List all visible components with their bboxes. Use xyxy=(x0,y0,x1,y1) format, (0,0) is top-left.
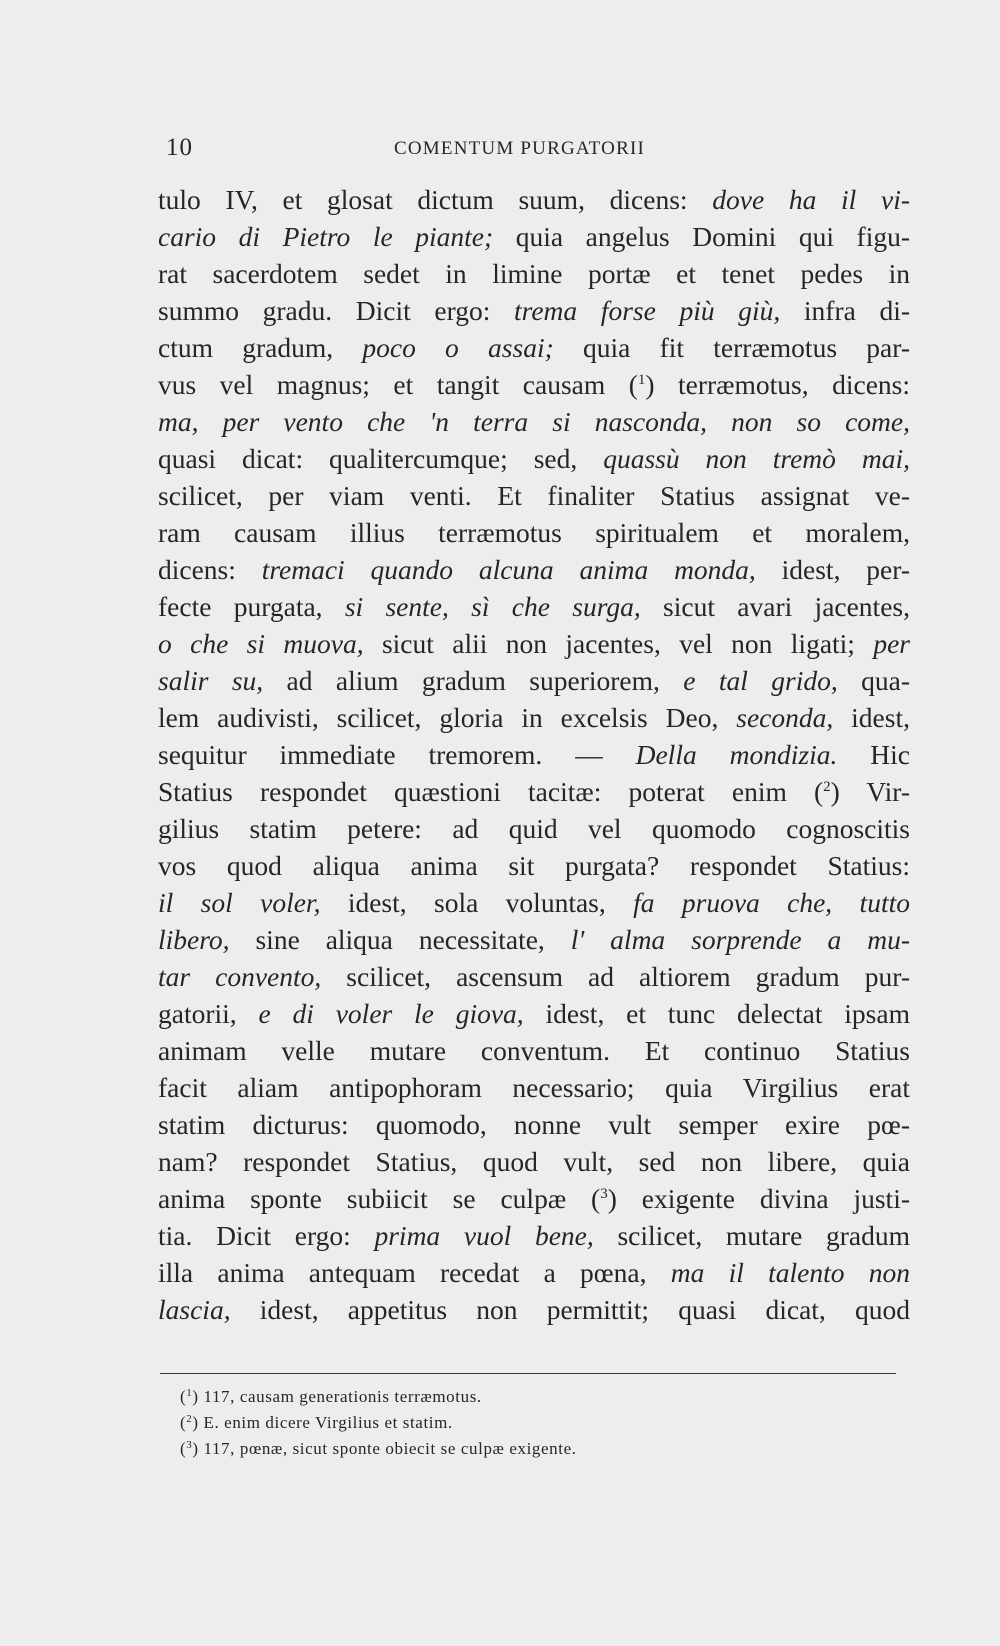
text-line: statim dicturus: quomodo, nonne vult semper exire pœ- xyxy=(158,1109,910,1140)
text-line: facit aliam antipophoram necessario; quia Virgilius erat xyxy=(158,1072,910,1103)
footnote-ref: 3 xyxy=(600,1186,608,1202)
text-line: ctum gradum, poco o assai; quia fit terræmotus par- xyxy=(158,332,910,363)
text-line: vos quod aliqua anima sit purgata? respondet Statius: xyxy=(158,850,910,881)
commentary-text xyxy=(158,181,910,1328)
text-line: nam? respondet Statius, quod vult, sed non libere, quia xyxy=(158,1146,910,1177)
text-line: lascia, idest, appetitus non permittit; quasi dicat, quod xyxy=(158,1294,910,1325)
text-line: illa anima antequam recedat a pœna, ma il talento non xyxy=(158,1257,910,1288)
text-line: il sol voler, idest, sola voluntas, fa pruova che, tutto xyxy=(158,887,910,918)
text-line: animam velle mutare conventum. Et continuo Statius xyxy=(158,1035,910,1066)
footnotes xyxy=(180,1384,740,1462)
footnote: ($^3$) 117, pœnæ, sicut sponte obiecit se culpæ exigente. xyxy=(180,1439,577,1458)
text-line: sequitur immediate tremorem. — Della mondizia. Hic xyxy=(158,739,910,770)
footnote-ref: 1 xyxy=(637,372,646,388)
text-line: tar convento, scilicet, ascensum ad altiorem gradum pur- xyxy=(158,961,910,992)
text-line: quasi dicat: qualitercumque; sed, quassù non tremò mai, xyxy=(158,443,910,474)
page-number: 10 xyxy=(166,134,193,161)
text-line: cario di Pietro le piante; quia angelus Domini qui figu- xyxy=(158,221,910,252)
text-line: gatorii, e di voler le giova, idest, et tunc delectat ipsam xyxy=(158,998,910,1029)
text-line: tia. Dicit ergo: prima vuol bene, scilicet, mutare gradum xyxy=(158,1220,910,1251)
text-line: fecte purgata, si sente, sì che surga, sicut avari jacentes, xyxy=(158,591,910,622)
text-line: rat sacerdotem sedet in limine portæ et tenet pedes in xyxy=(158,258,910,289)
text-line: ma, per vento che 'n terra si nasconda, non so come, xyxy=(158,406,910,437)
text-line: vus vel magnus; et tangit causam ($^1$) terræmotus, dicens: xyxy=(158,369,910,400)
footnote: ($^2$) E. enim dicere Virgilius et statim. xyxy=(180,1413,453,1432)
text-line: scilicet, per viam venti. Et finaliter Statius assignat ve- xyxy=(158,480,910,511)
text-line: anima sponte subiicit se culpæ ($^3$) exigente divina justi- xyxy=(158,1183,910,1214)
footnote: ($^1$) 117, causam generationis terræmotus. xyxy=(180,1387,482,1406)
text-line: libero, sine aliqua necessitate, l' alma sorprende a mu- xyxy=(158,924,910,955)
footnote-rule xyxy=(160,1373,896,1374)
running-head: COMENTUM PURGATORII xyxy=(394,138,645,159)
text-line: dicens: tremaci quando alcuna anima monda, idest, per- xyxy=(158,554,910,585)
text-line: gilius statim petere: ad quid vel quomodo cognoscitis xyxy=(158,813,910,844)
page-header xyxy=(166,134,906,168)
text-line: Statius respondet quæstioni tacitæ: poterat enim ($^2$) Vir- xyxy=(158,776,910,807)
text-line: lem audivisti, scilicet, gloria in excelsis Deo, seconda, idest, xyxy=(158,702,910,733)
footnote-ref: 2 xyxy=(823,779,831,795)
text-line: tulo IV, et glosat dictum suum, dicens: dove ha il vi- xyxy=(158,184,910,215)
text-line: summo gradu. Dicit ergo: trema forse più giù, infra di- xyxy=(158,295,910,326)
text-line: salir su, ad alium gradum superiorem, e tal grido, qua- xyxy=(158,665,910,696)
text-line: o che si muova, sicut alii non jacentes, vel non ligati; per xyxy=(158,628,910,659)
text-line: ram causam illius terræmotus spiritualem et moralem, xyxy=(158,517,910,548)
